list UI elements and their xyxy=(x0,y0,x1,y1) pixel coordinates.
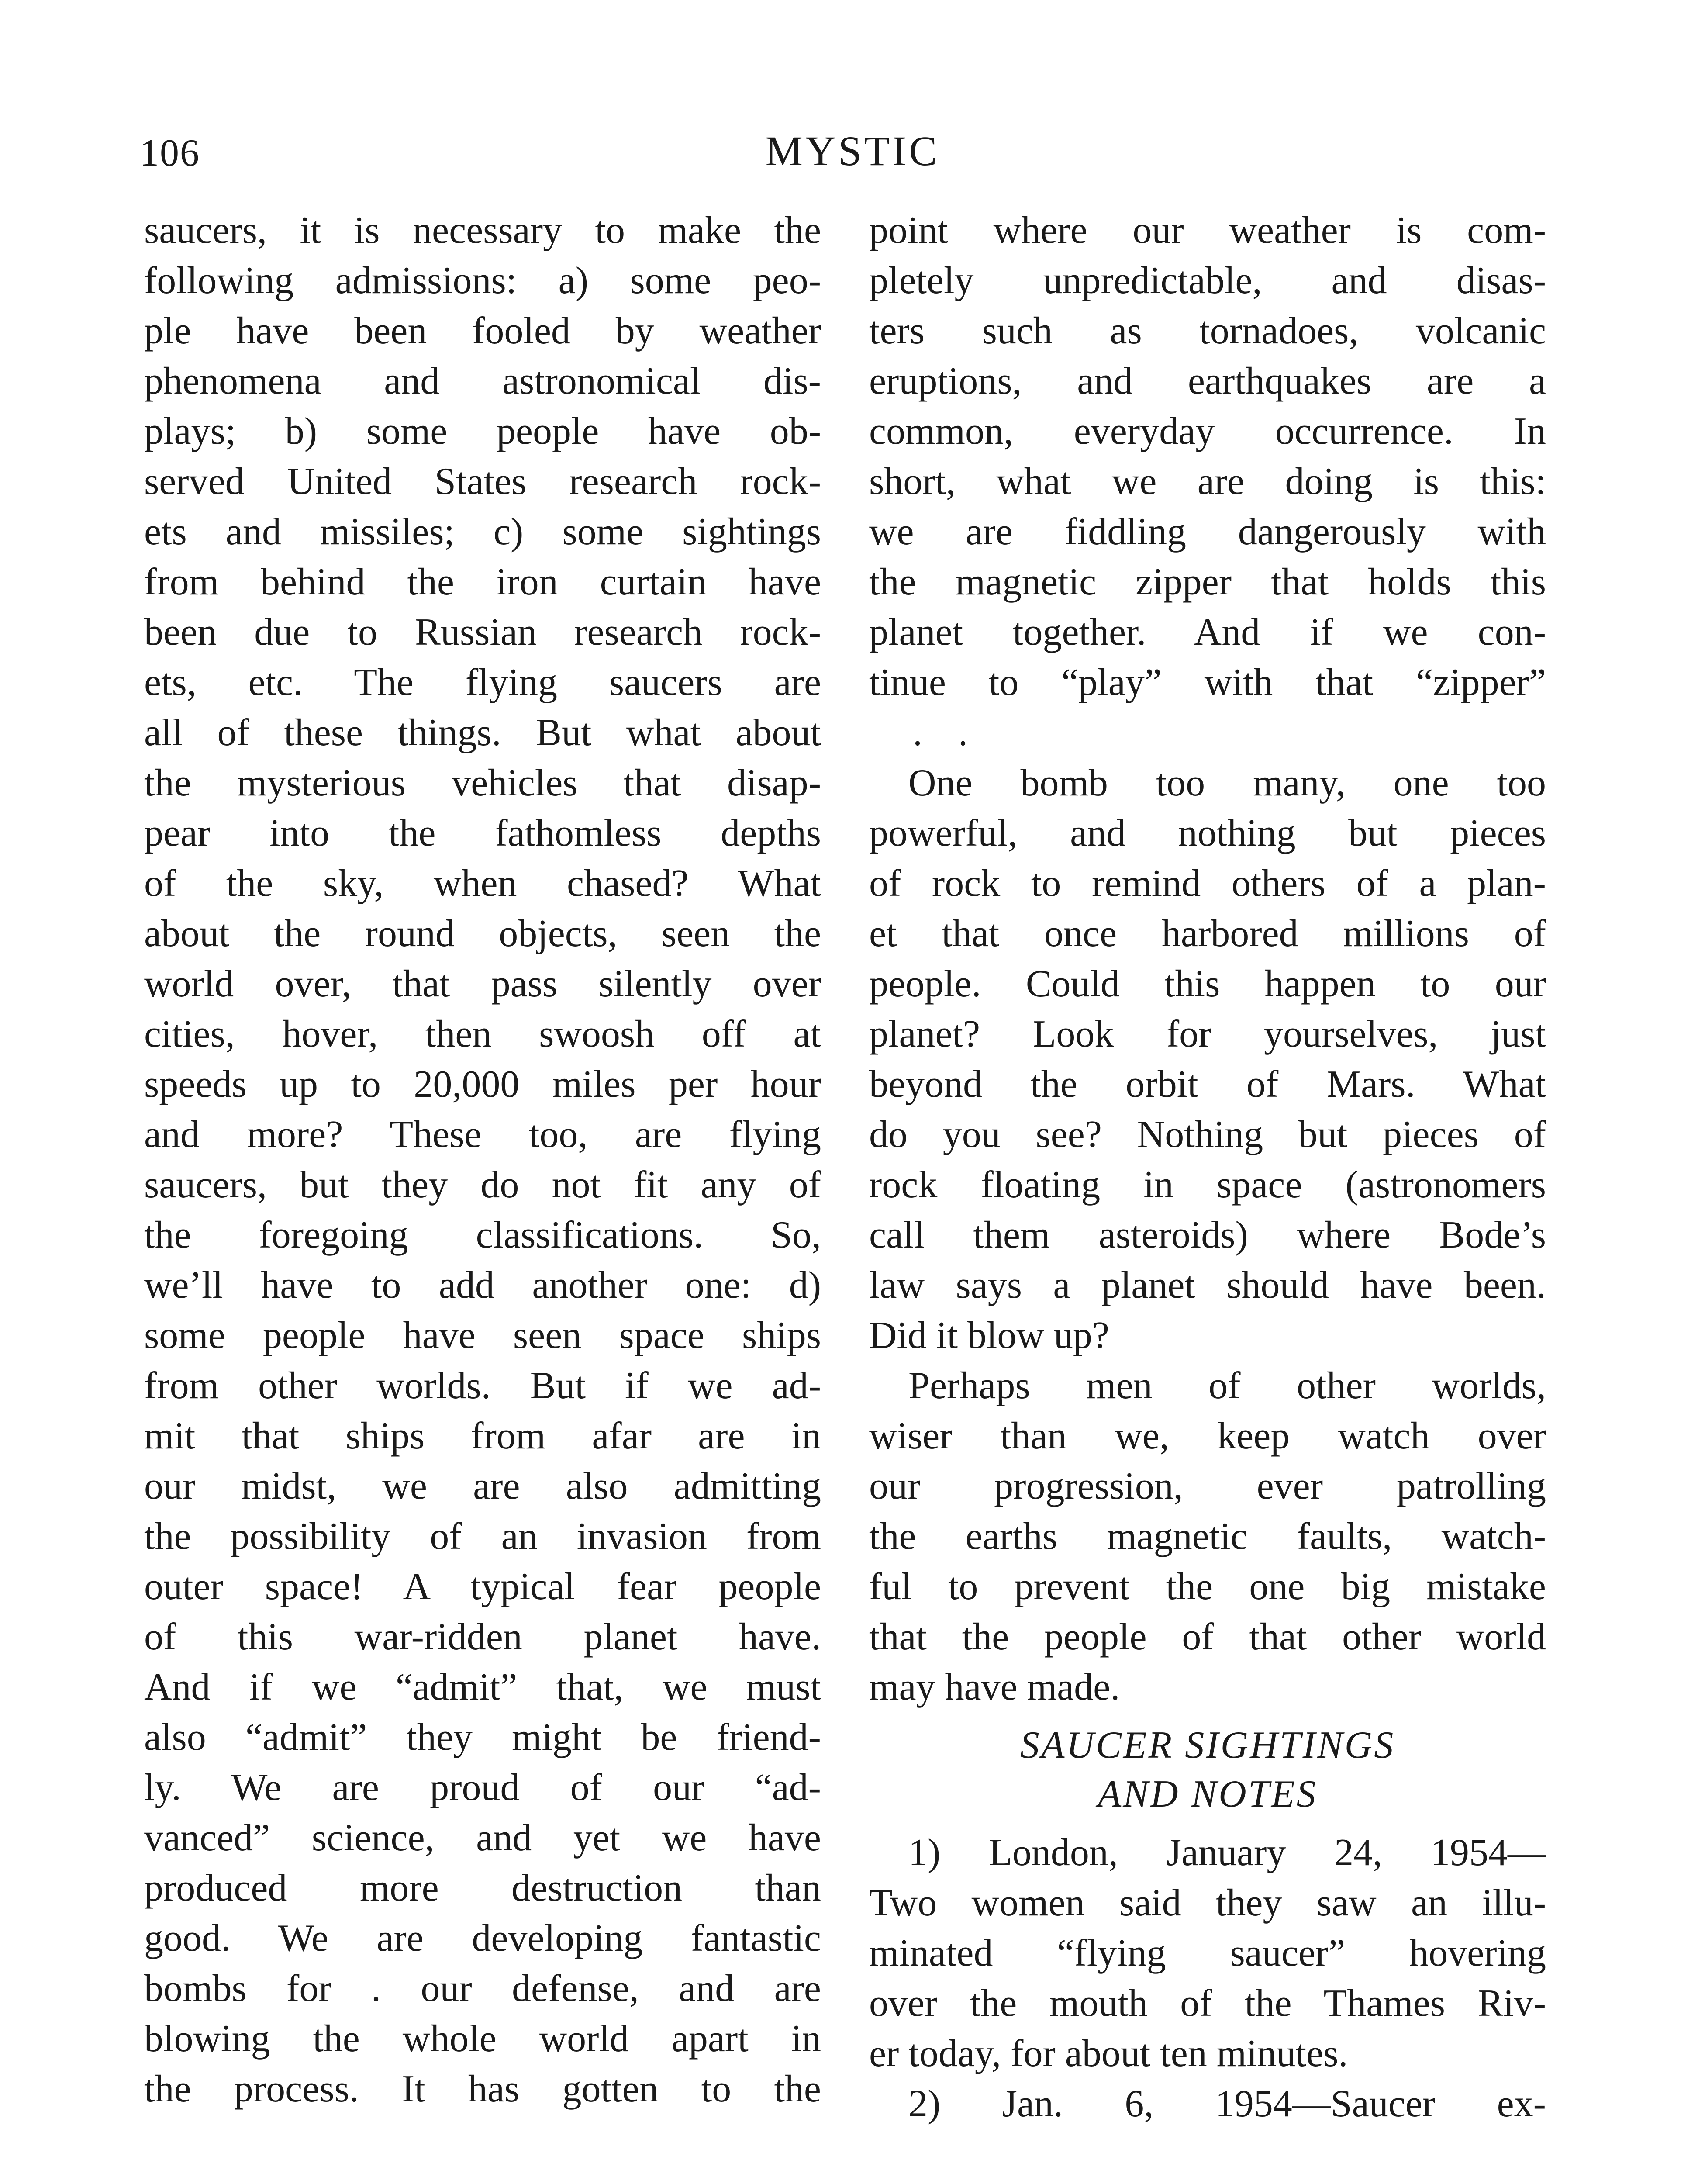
text-line: vanced” science, and yet we have xyxy=(144,1817,821,1859)
text-line: Did it blow up? xyxy=(869,1314,1109,1357)
text-line: all of these things. But what about xyxy=(144,712,821,754)
text-line: about the round objects, seen the xyxy=(144,912,821,955)
text-line: plays; b) some people have ob- xyxy=(144,410,821,453)
text-line: the foregoing classifications. So, xyxy=(144,1214,821,1256)
text-line: planet? Look for yourselves, just xyxy=(869,1013,1546,1055)
ellipsis: . . xyxy=(913,712,981,754)
text-line: outer space! A typical fear people xyxy=(144,1565,821,1608)
running-title: MYSTIC xyxy=(765,128,940,174)
text-line: of the sky, when chased? What xyxy=(144,862,821,905)
text-line: of rock to remind others of a plan- xyxy=(869,862,1546,905)
text-line: et that once harbored millions of xyxy=(869,912,1546,955)
text-line: produced more destruction than xyxy=(144,1867,821,1909)
text-line: following admissions: a) some peo- xyxy=(144,259,821,302)
text-line: call them asteroids) where Bode’s xyxy=(869,1214,1546,1256)
text-line: pear into the fathomless depths xyxy=(144,812,821,854)
text-line: And if we “admit” that, we must xyxy=(144,1666,821,1708)
text-line: common, everyday occurrence. In xyxy=(869,410,1546,453)
text-line: of this war-ridden planet have. xyxy=(144,1616,821,1658)
right-column xyxy=(869,205,1546,2129)
text-line: the magnetic zipper that holds this xyxy=(869,561,1546,603)
sighting-item xyxy=(869,1828,1546,2079)
text-line: law says a planet should have been. xyxy=(869,1264,1546,1306)
text-line: speeds up to 20,000 miles per hour xyxy=(144,1063,821,1106)
text-line: may have made. xyxy=(869,1666,1120,1708)
text-line: pletely unpredictable, and disas- xyxy=(869,259,1546,302)
text-line: blowing the whole world apart in xyxy=(144,2018,821,2060)
text-line: over the mouth of the Thames Riv- xyxy=(869,1982,1546,2025)
text-line: powerful, and nothing but pieces xyxy=(869,812,1546,854)
text-line: short, what we are doing is this: xyxy=(869,460,1546,503)
text-line: been due to Russian research rock- xyxy=(144,611,821,653)
text-line: planet together. And if we con- xyxy=(869,611,1546,653)
page-number: 106 xyxy=(140,132,200,174)
sighting-item xyxy=(869,2079,1546,2129)
text-line: good. We are developing fantastic xyxy=(144,1917,821,1959)
text-line: that the people of that other world xyxy=(869,1616,1546,1658)
text-line: the mysterious vehicles that disap- xyxy=(144,762,821,804)
text-line: tinue to “play” with that “zipper” xyxy=(869,661,1546,704)
text-line: Two women said they saw an illu- xyxy=(869,1882,1546,1924)
left-column xyxy=(144,205,821,2114)
text-line: ets and missiles; c) some sightings xyxy=(144,511,821,553)
text-line: rock floating in space (astronomers xyxy=(869,1164,1546,1206)
text-line: saucers, but they do not fit any of xyxy=(144,1164,821,1206)
text-line: the process. It has gotten to the xyxy=(144,2068,821,2110)
text-line: ters such as tornadoes, volcanic xyxy=(869,310,1546,352)
text-line: some people have seen space ships xyxy=(144,1314,821,1357)
text-line: world over, that pass silently over xyxy=(144,963,821,1005)
text-line: wiser than we, keep watch over xyxy=(869,1415,1546,1457)
text-line: from behind the iron curtain have xyxy=(144,561,821,603)
text-line: saucers, it is necessary to make the xyxy=(144,209,821,252)
text-line: the possibility of an invasion from xyxy=(144,1515,821,1558)
text-line: ple have been fooled by weather xyxy=(144,310,821,352)
paragraph xyxy=(869,205,1546,708)
paragraph xyxy=(869,1361,1546,1712)
text-line: people. Could this happen to our xyxy=(869,963,1546,1005)
text-line: our midst, we are also admitting xyxy=(144,1465,821,1507)
heading-line: SAUCER SIGHTINGS xyxy=(1020,1724,1395,1766)
text-line: Perhaps men of other worlds, xyxy=(908,1365,1546,1407)
text-line: point where our weather is com- xyxy=(869,209,1546,252)
text-line: served United States research rock- xyxy=(144,460,821,503)
text-line: One bomb too many, one too xyxy=(908,762,1546,804)
text-line: from other worlds. But if we ad- xyxy=(144,1365,821,1407)
paragraph xyxy=(869,758,1546,1361)
text-line: ly. We are proud of our “ad- xyxy=(144,1766,821,1809)
text-line: and more? These too, are flying xyxy=(144,1113,821,1156)
text-line: we are fiddling dangerously with xyxy=(869,511,1546,553)
text-line: phenomena and astronomical dis- xyxy=(144,360,821,402)
heading-line: AND NOTES xyxy=(1098,1773,1318,1815)
text-line: ful to prevent the one big mistake xyxy=(869,1565,1546,1608)
text-line: mit that ships from afar are in xyxy=(144,1415,821,1457)
text-line: minated “flying saucer” hovering xyxy=(869,1932,1546,1974)
text-line: ets, etc. The flying saucers are xyxy=(144,661,821,704)
text-line: the earths magnetic faults, watch- xyxy=(869,1515,1546,1558)
text-line: do you see? Nothing but pieces of xyxy=(869,1113,1546,1156)
text-line: beyond the orbit of Mars. What xyxy=(869,1063,1546,1106)
text-line: our progression, ever patrolling xyxy=(869,1465,1546,1507)
text-line: we’ll have to add another one: d) xyxy=(144,1264,821,1306)
text-line: er today, for about ten minutes. xyxy=(869,2032,1348,2075)
text-line: cities, hover, then swoosh off at xyxy=(144,1013,821,1055)
text-line: also “admit” they might be friend- xyxy=(144,1716,821,1759)
text-line: 1) London, January 24, 1954— xyxy=(908,1832,1546,1874)
text-line: eruptions, and earthquakes are a xyxy=(869,360,1546,402)
text-line: 2) Jan. 6, 1954—Saucer ex- xyxy=(908,2083,1546,2125)
text-line: bombs for . our defense, and are xyxy=(144,1967,821,2010)
section-heading xyxy=(869,1721,1546,1819)
